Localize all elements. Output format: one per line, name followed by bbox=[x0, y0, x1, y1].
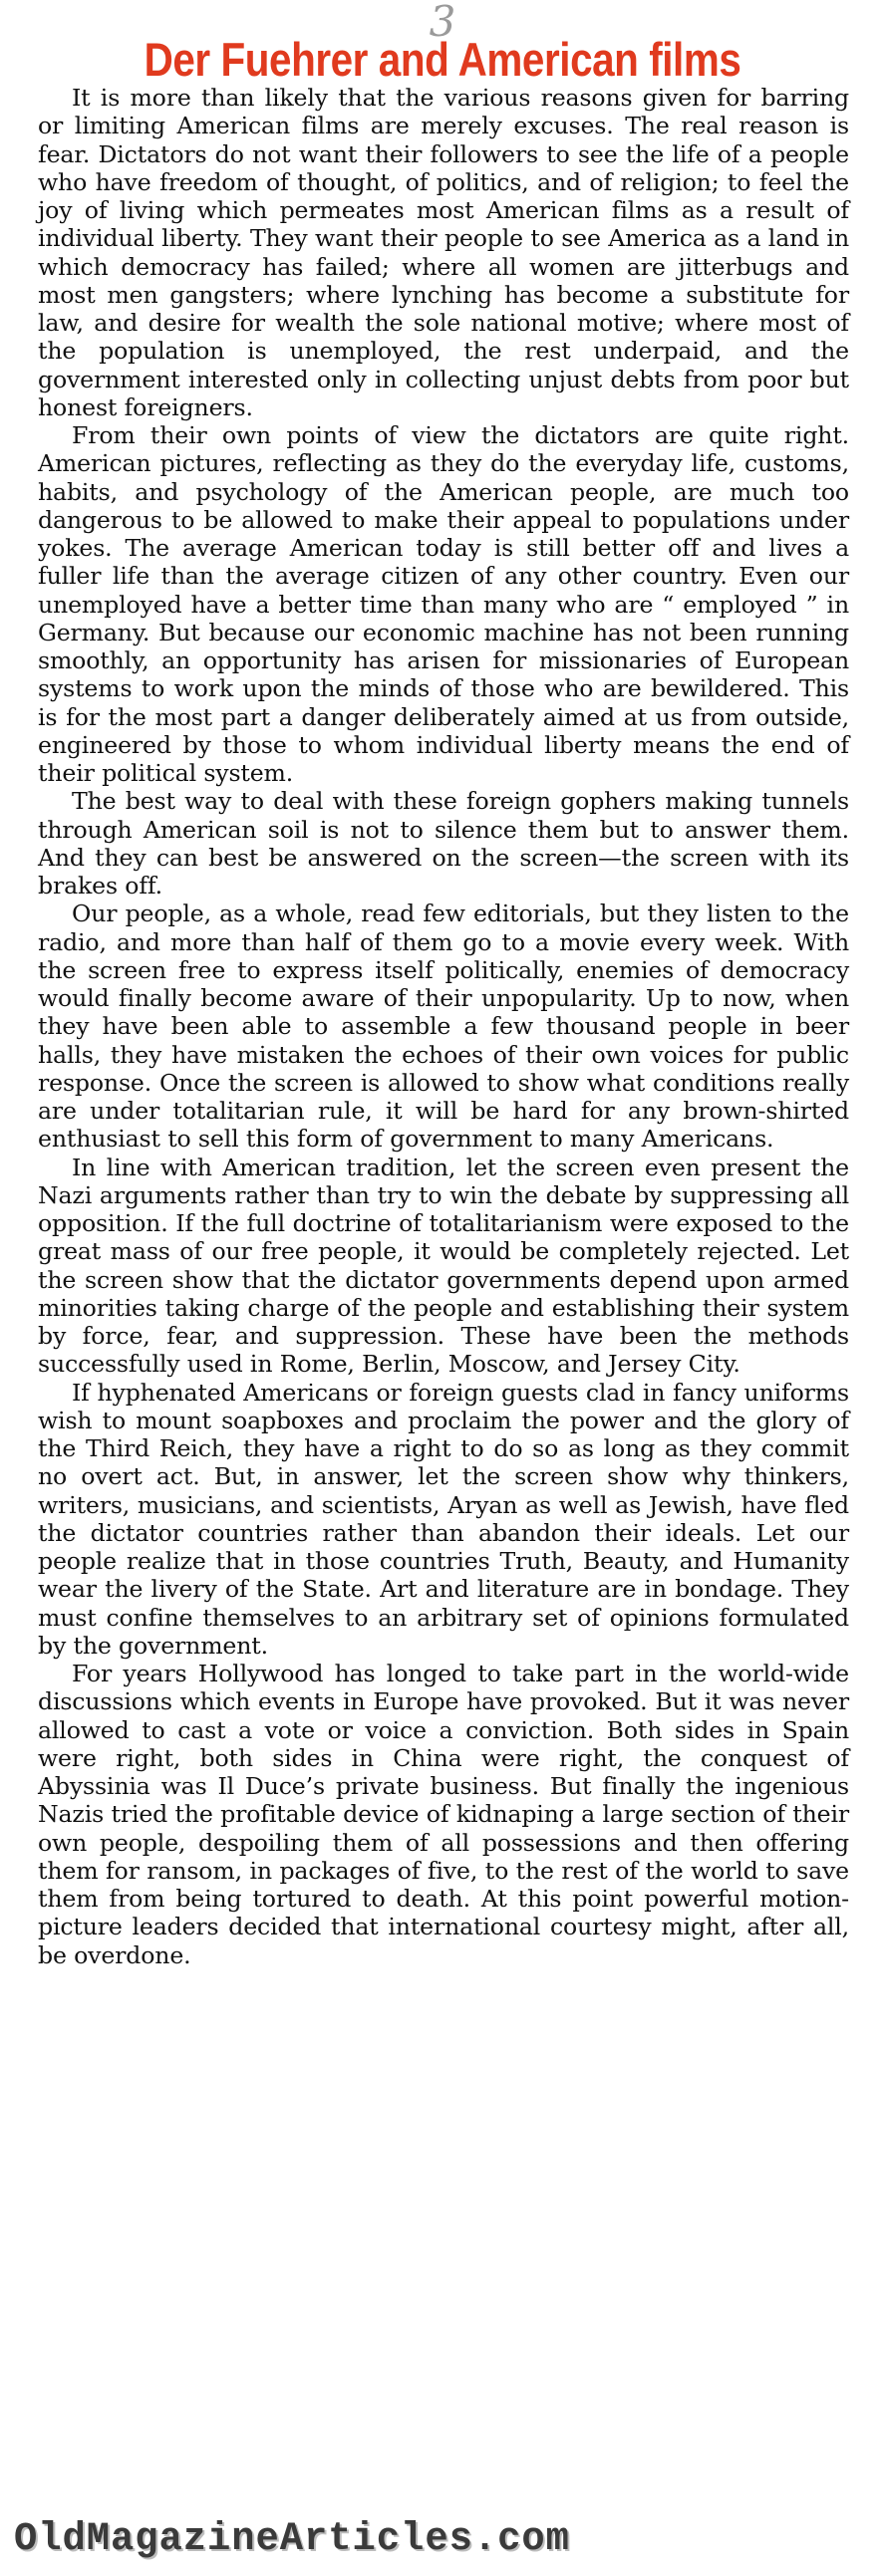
page-number: 3 bbox=[429, 0, 456, 46]
paragraph: From their own points of view the dictators are quite right. American pictures, reflecting as they do the everyday life, customs, habits, and psychology of the American people, are much too dangerous to be allowed to make their appeal to populations under yokes. The average American today is still better off and lives a fuller life than the average citizen of any other country. Even our unemployed have a better time than many who are “ employed ” in Germany. But because our economic machine has not been running smoothly, an opportunity has arisen for missionaries of European systems to work upon the minds of those who are bewildered. This is for the most part a danger deliberately aimed at us from outside, engineered by those to whom individual liberty means the end of their political system. bbox=[38, 421, 849, 787]
article-headline: Der Fuehrer and American films bbox=[144, 33, 741, 86]
article-body bbox=[38, 84, 849, 1969]
paragraph: The best way to deal with these foreign gophers making tunnels through American soil is not to silence them but to answer them. And they can best be answered on the screen—the screen with its brakes off. bbox=[38, 787, 849, 900]
paragraph: If hyphenated Americans or foreign guests clad in fancy uniforms wish to mount soapboxes and proclaim the power and the glory of the Third Reich, they have a right to do so as long as they commit no overt act. But, in answer, let the screen show why thinkers, writers, musicians, and scientists, Aryan as well as Jewish, have fled the dictator countries rather than abandon their ideals. Let our people realize that in those countries Truth, Beauty, and Humanity wear the livery of the State. Art and literature are in bondage. They must confine themselves to an arbitrary set of opinions formulated by the government. bbox=[38, 1378, 849, 1660]
paragraph: In line with American tradition, let the screen even present the Nazi arguments rather than try to win the debate by suppressing all opposition. If the full doctrine of totalitarianism were exposed to the great mass of our free people, it would be completely rejected. Let the screen show that the dictator governments depend upon armed minorities taking charge of the people and establishing their system by force, fear, and suppression. These have been the methods successfully used in Rome, Berlin, Moscow, and Jersey City. bbox=[38, 1153, 849, 1379]
paragraph: For years Hollywood has longed to take part in the world-wide discussions which events in Europe have provoked. But it was never allowed to cast a vote or voice a conviction. Both sides in Spain were right, both sides in China were right, the conquest of Abyssinia was Il Duce’s private business. But finally the ingenious Nazis tried the profitable device of kidnaping a large section of their own people, despoiling them of all possessions and then offering them for ransom, in packages of five, to the rest of the world to save them from being tortured to death. At this point powerful motion-picture leaders decided that international courtesy might, after all, be overdone. bbox=[38, 1660, 849, 1969]
paragraph: Our people, as a whole, read few editorials, but they listen to the radio, and more than half of them go to a movie every week. With the screen free to express itself politically, enemies of democracy would finally become aware of their unpopularity. Up to now, when they have been able to assemble a few thousand people in beer halls, they have mistaken the echoes of their own voices for public response. Once the screen is allowed to show what conditions really are under totalitarian rule, it will be hard for any brown-shirted enthusiast to sell this form of government to many Americans. bbox=[38, 900, 849, 1154]
site-watermark: OldMagazineArticles.com bbox=[14, 2517, 570, 2562]
paragraph: It is more than likely that the various reasons given for barring or limiting American films are merely excuses. The real reason is fear. Dictators do not want their followers to see the life of a people who have freedom of thought, of politics, and of religion; to feel the joy of living which permeates most American films as a result of individual liberty. They want their people to see America as a land in which democracy has failed; where all women are jitterbugs and most men gangsters; where lynching has become a substitute for law, and desire for wealth the sole national motive; where most of the population is unemployed, the rest underpaid, and the government interested only in collecting unjust debts from poor but honest foreigners. bbox=[38, 84, 849, 421]
